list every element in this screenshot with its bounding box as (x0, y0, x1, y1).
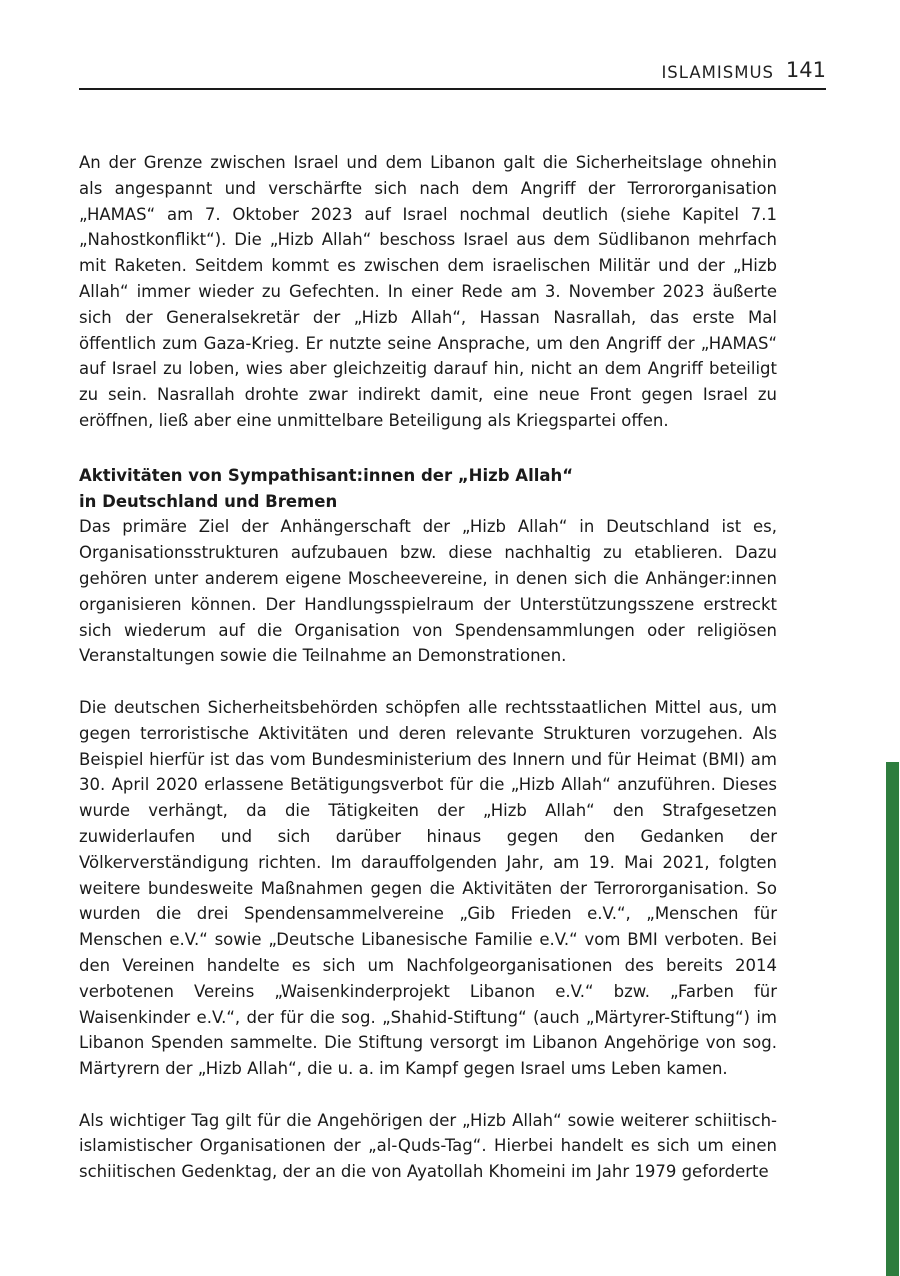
section-heading-line-2: in Deutschland und Bremen (79, 491, 338, 511)
running-header (79, 52, 826, 90)
chapter-marker-bar (886, 762, 899, 1276)
page-body (79, 150, 777, 1185)
section-heading (79, 463, 777, 515)
paragraph-security-measures: Die deutschen Sicherheitsbehörden schöpfen alle rechtsstaatlichen Mittel aus, um gegen terroristische Aktivitäten und deren relevante Strukturen vorzugehen. Als Beispiel hierfür ist das vom Bundesministerium des Innern und für Heimat (BMI) am 30. April 2020 erlassene Betätigungsverbot für die „Hizb Allah“ anzuführen. Dieses wurde verhängt, da die Tätigkeiten der „Hizb Allah“ den Strafgesetzen zuwiderlaufen und sich darüber hinaus gegen den Gedanken der Völkerverständigung richten. Im darauffolgenden Jahr, am 19. Mai 2021, folgten weitere bundesweite Maßnahmen gegen die Aktivitäten der Terrororganisation. So wurden die drei Spendensammelvereine „Gib Frieden e.V.“, „Menschen für Menschen e.V.“ sowie „Deutsche Libanesische Familie e.V.“ vom BMI verboten. Bei den Vereinen handelte es sich um Nachfolgeorganisationen des bereits 2014 verbotenen Vereins „Waisenkinderprojekt Libanon e.V.“ bzw. „Farben für Waisenkinder e.V.“, der für die sog. „Shahid-Stiftung“ (auch „Märtyrer-Stiftung“) im Libanon Spenden sammelte. Die Stiftung versorgt im Libanon Angehörige von sog. Märtyrern der „Hizb Allah“, die u. a. im Kampf gegen Israel ums Leben kamen. (79, 697, 777, 1079)
paragraph-supporters-goal: Das primäre Ziel der Anhängerschaft der „Hizb Allah“ in Deutschland ist es, Organisationsstrukturen aufzubauen bzw. diese nachhaltig zu etablieren. Dazu gehören unter anderem eigene Moscheevereine, in denen sich die Anhänger:innen organisieren können. Der Handlungsspielraum der Unterstützungsszene erstreckt sich wiederum auf die Organisation von Spendensammlungen oder religiösen Veranstaltungen sowie die Teilnahme an Demonstrationen. (79, 517, 777, 666)
section-title: ISLAMISMUS (661, 63, 774, 82)
paragraph-al-quds-day: Als wichtiger Tag gilt für die Angehörigen der „Hizb Allah“ sowie weiterer schiitisch-islamistischer Organisationen der „al-Quds-Tag“. Hierbei handelt es sich um einen schiitischen Gedenktag, der an die von Ayatollah Khomeini im Jahr 1979 geforderte (79, 1110, 777, 1182)
page-number: 141 (785, 58, 826, 82)
section-heading-line-1: Aktivitäten von Sympathisant:innen der „Hizb Allah“ (79, 465, 574, 485)
paragraph-border-situation: An der Grenze zwischen Israel und dem Libanon galt die Sicherheitslage ohnehin als angespannt und verschärfte sich nach dem Angriff der Terrororganisation „HAMAS“ am 7. Oktober 2023 auf Israel nochmal deutlich (siehe Kapitel 7.1 „Nahostkonflikt“). Die „Hizb Allah“ beschoss Israel aus dem Südlibanon mehrfach mit Raketen. Seitdem kommt es zwischen dem israelischen Militär und der „Hizb Allah“ immer wieder zu Gefechten. In einer Rede am 3. November 2023 äußerte sich der Generalsekretär der „Hizb Allah“, Hassan Nasrallah, das erste Mal öffentlich zum Gaza-Krieg. Er nutzte seine Ansprache, um den Angriff der „HAMAS“ auf Israel zu loben, wies aber gleichzeitig darauf hin, nicht an dem Angriff beteiligt zu sein. Nasrallah drohte zwar indirekt damit, eine neue Front gegen Israel zu eröffnen, ließ aber eine unmittelbare Beteiligung als Kriegspartei offen. (79, 153, 777, 430)
